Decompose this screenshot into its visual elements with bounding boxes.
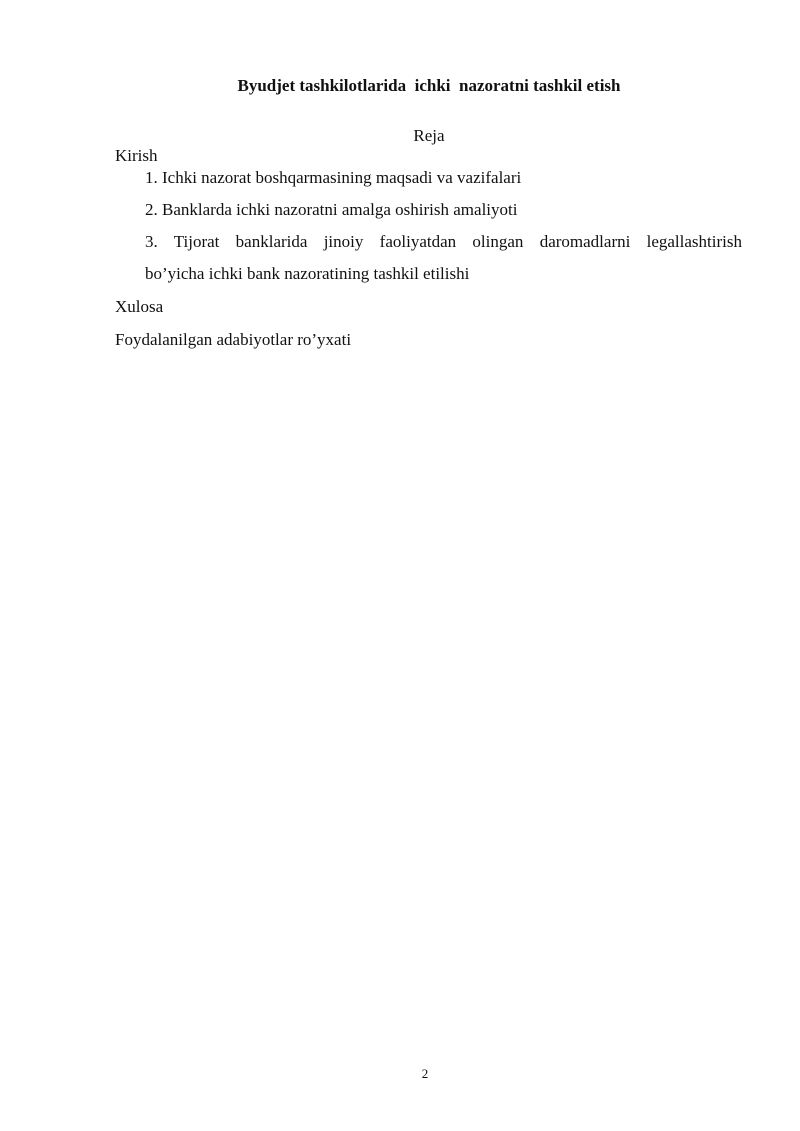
intro-heading: Kirish xyxy=(115,146,158,165)
document-title: Byudjet tashkilotlarida ichki nazoratni tashkil etish xyxy=(237,76,621,95)
conclusion-heading: Xulosa xyxy=(115,297,164,316)
plan-item-2: 2. Banklarda ichki nazoratni amalga oshirish amaliyoti xyxy=(145,200,518,219)
plan-item-3-continuation: bo’yicha ichki bank nazoratining tashkil etilishi xyxy=(145,264,470,283)
page-number: 2 xyxy=(421,1066,429,1081)
plan-heading: Reja xyxy=(413,126,445,145)
plan-item-3: 3. Tijorat banklarida jinoiy faoliyatdan olingan daromadlarni legallashtirish xyxy=(145,232,742,251)
references-heading: Foydalanilgan adabiyotlar ro’yxati xyxy=(115,330,352,349)
plan-item-1: 1. Ichki nazorat boshqarmasining maqsadi va vazifalari xyxy=(145,168,522,187)
